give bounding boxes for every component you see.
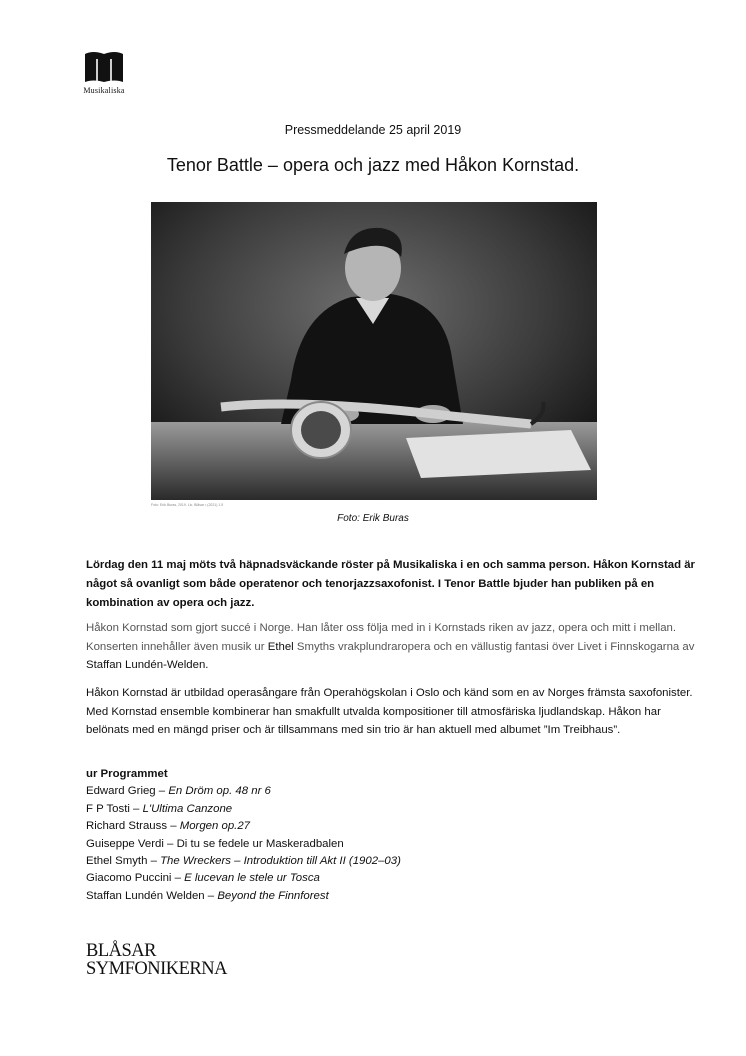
program-item [86, 853, 696, 870]
photo-caption: Foto: Erik Buras [337, 513, 409, 524]
program-list [86, 766, 696, 905]
musikaliska-logo [76, 50, 132, 95]
program-item [86, 836, 696, 853]
program-work: L'Ultima Canzone [142, 802, 233, 815]
program-composer: Staffan Lundén Welden – [86, 889, 218, 902]
footer-logo-line1: BLÅSAR [86, 941, 156, 961]
program-work: Di tu se fedele ur Maskeradbalen [176, 837, 344, 850]
page-title: Tenor Battle – opera och jazz med Håkon Kornstad. [166, 155, 580, 175]
p1-highlight-ethel: Ethel [267, 640, 294, 653]
program-composer: F P Tosti – [86, 802, 143, 815]
program-composer: Guiseppe Verdi – [86, 837, 177, 850]
musikaliska-logo-text: Musikaliska [83, 86, 125, 95]
program-item [86, 818, 696, 835]
p1-text-a: Håkon Kornstad som gjort succé i Norge. Han låter oss följa med in i Kornstads riken av jazz, opera och mitt i mellan. Konserten innehåller även musik ur [86, 622, 677, 653]
program-work: En Dröm op. 48 nr 6 [168, 785, 271, 798]
program-item [86, 801, 696, 818]
program-work: Morgen op.27 [179, 820, 250, 833]
lead-paragraph: Lördag den 11 maj möts två häpnadsväckande röster på Musikaliska i en och samma person. Håkon Kornstad är något så ovanligt som både operatenor och tenorjazzsaxofonist. I Tenor Battle bjuder han publiken på en kombination av opera och jazz. [86, 559, 695, 609]
photo-small-credit: Foto: Erik Buras, 2019. Lic. Blåsar • (2021) 1 5 [151, 503, 224, 507]
artist-photo [151, 202, 597, 500]
musikaliska-logo-icon [82, 50, 126, 84]
program-composer: Richard Strauss – [86, 820, 180, 833]
program-composer: Giacomo Puccini – [86, 872, 185, 885]
program-composer: Edward Grieg – [86, 785, 169, 798]
body-paragraph-1 [86, 619, 696, 675]
program-work: The Wreckers – Introduktion till Akt II (1902–03) [160, 855, 401, 868]
blasarsymfonikerna-logo [86, 942, 227, 978]
footer-logo-line2: SYMFONIKERNA [86, 959, 227, 979]
program-item [86, 870, 696, 887]
program-work: Beyond the Finnforest [217, 889, 329, 902]
program-item [86, 783, 696, 800]
program-work: E lucevan le stele ur Tosca [184, 872, 320, 885]
press-date: Pressmeddelande 25 april 2019 [284, 123, 462, 137]
program-item [86, 888, 696, 905]
p1-highlight-staffan: Staffan [86, 659, 122, 671]
p1-text-e: Lundén-Welden. [121, 659, 209, 671]
program-heading: ur Programmet [86, 768, 168, 780]
body-paragraph-2: Håkon Kornstad är utbildad operasångare från Operahögskolan i Oslo och känd som en av Norges främsta saxofonister. Med Kornstad ensemble kombinerar han smakfullt utvalda kompositioner till atmosfäriska ljudlandskap. Håkon har belönats med en mängd priser och är tillsammans med sin trio är han aktuell med albumet ”Im Treibhaus”. [86, 687, 693, 736]
p1-text-c: Smyths vrakplundraropera och en vällustig fantasi över Livet i Finnskogarna av [293, 640, 695, 653]
program-composer: Ethel Smyth – [86, 855, 161, 868]
